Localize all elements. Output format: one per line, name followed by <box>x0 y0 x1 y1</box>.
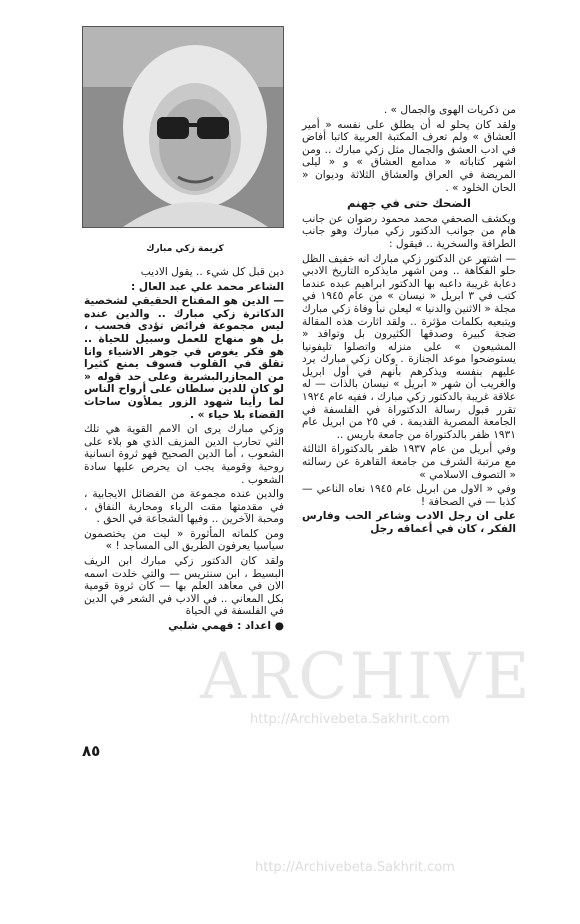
watermark-url-bottom: http://Archivebeta.Sakhrit.com <box>255 860 455 875</box>
paragraph: — الدين هو المفتاح الحقيقي لشخصية الدكاترة زكي مبارك .. والدين عنده ليس مجموعة فرائض تؤدى فحسب ، بل هو منهاج للعمل وسبيل للحياة .. هو فكر يغوص في جوهر الاشياء وانا تقلق في القلوب فسوف يمنع كثيرا من المجازرالبشرية وعلى حد قوله « لو كان للدين سلطان على أرواح الناس لما رأينا شهود الزور يملأون ساحات القضاء بلا حياء » . <box>84 295 284 421</box>
page-number: ٨٥ <box>82 742 101 760</box>
paragraph: وفي « الاول من ابريل عام ١٩٤٥ نعاه الناعي — كذبا — في الصحافة ! <box>302 483 516 508</box>
left-text-column <box>84 266 284 635</box>
photo-caption: كريمة زكي مبارك <box>146 244 224 254</box>
watermark-url: http://Archivebeta.Sakhrit.com <box>250 712 450 727</box>
paragraph: ومن كلماته المأثورة « ليت من يختصمون سياسيا يعرفون الطريق الى المساجد ! » <box>84 527 284 553</box>
paragraph: من ذكريات الهوى والجمال » . <box>383 104 516 116</box>
paragraph: ولقد كان يحلو له أن يطلق على نفسه « أمير العشاق » ولم تعرف المكتبة العربية كاتبا أفاض في ادب العشق والجمال مثل زكي مبارك .. ومن اشهر كتاباته « مدامع العشاق » و « ليلى المريضة في العراق والعشاق الثلاثة وديوان « الحان الخلود » . <box>302 118 516 194</box>
section-heading: الضحك حتى في جهنم <box>347 196 471 211</box>
paragraph: ولقد كان الدكتور زكي مبارك ابن الريف البسيط ، ابن سنتريس — والتي خلدت اسمه الان في معاهد العلم بها — كان ثروة قومية بكل المعاني .. في الادب في الشعر في الدين في الفلسفة في الحياة <box>84 555 284 618</box>
paragraph: الشاعر محمد علي عبد العال : <box>130 280 284 293</box>
paragraph: ● اعداد : فهمي شلبي <box>168 620 284 633</box>
paragraph: والدين عنده مجموعة من الفضائل الايجابية ، في مقدمتها مقت الرياء ومحاربة النفاق ، ومحبة الآخرين .. وفيها الشجاعة في الحق . <box>84 488 284 526</box>
portrait-illustration <box>83 27 283 227</box>
paragraph: — اشتهر عن الدكتور زكي مبارك انه خفيف الظل حلو الفكاهة .. ومن اشهر مايذكره التاريخ الادبي دعابة غريبة داعبه بها الدكتور ابراهيم عبده عندما كتب في ٣ ابريل « نيسان » من عام ١٩٤٥ في مجلة « الاثنين والدنيا » ليعلن نبأ وفاة زكي مبارك ويتبعيه بكلمات مؤثرة .. ولقد اثارت هذه المقالة ضجة كبيرة وصدقها الكثيرون بل وتوافد « المشيعون » على منزله واتصلوا تليفونيا يستوضحوا موعد الجنازة . وكان زكي مبارك يرد عليهم بنفسه ويذكرهم بأنهم في أول ابريل والغريب أن شهر « ابريل » نيسان بالذات — له علاقة غريبة بالدكتور زكي مبارك ، ففيه عام ١٩٢٤ تقرر قبول رسالة الدكتوراة في الفلسفة في الجامعة المصرية القديمة . في ٢٥ من ابريل عام ١٩٣١ ظفر بالدكتوراة من جامعة باريس .. <box>302 252 516 441</box>
paragraph: وزكي مبارك يرى ان الامم القوية هي تلك التي تحارب الدين المزيف الذي هو بلاء على الشعوب ، أما الدين الصحيح فهو ثروة انسانية روحية وقومية يجب ان يحرص عليها سادة الشعوب . <box>84 423 284 486</box>
portrait-photo <box>82 26 284 228</box>
paragraph: ويكشف الصحفي محمد محمود رضوان عن جانب هام من جوانب الدكتور زكي مبارك وهو جانب الطرافة والسخرية .. فيقول : <box>302 212 516 250</box>
right-text-column <box>302 104 516 538</box>
paragraph: دين قبل كل شيء .. يقول الاديب <box>140 266 284 278</box>
paragraph: وفي أبريل من عام ١٩٣٧ ظفر بالدكتوراة الثالثة مع مرتبة الشرف من جامعة القاهرة عن رسالته « التصوف الاسلامي » <box>302 443 516 481</box>
paragraph: على ان رجل الادب وشاعر الحب وفارس الفكر ، كان في أعماقه رجل <box>302 510 516 535</box>
archive-watermark: ARCHIVE <box>200 640 532 714</box>
